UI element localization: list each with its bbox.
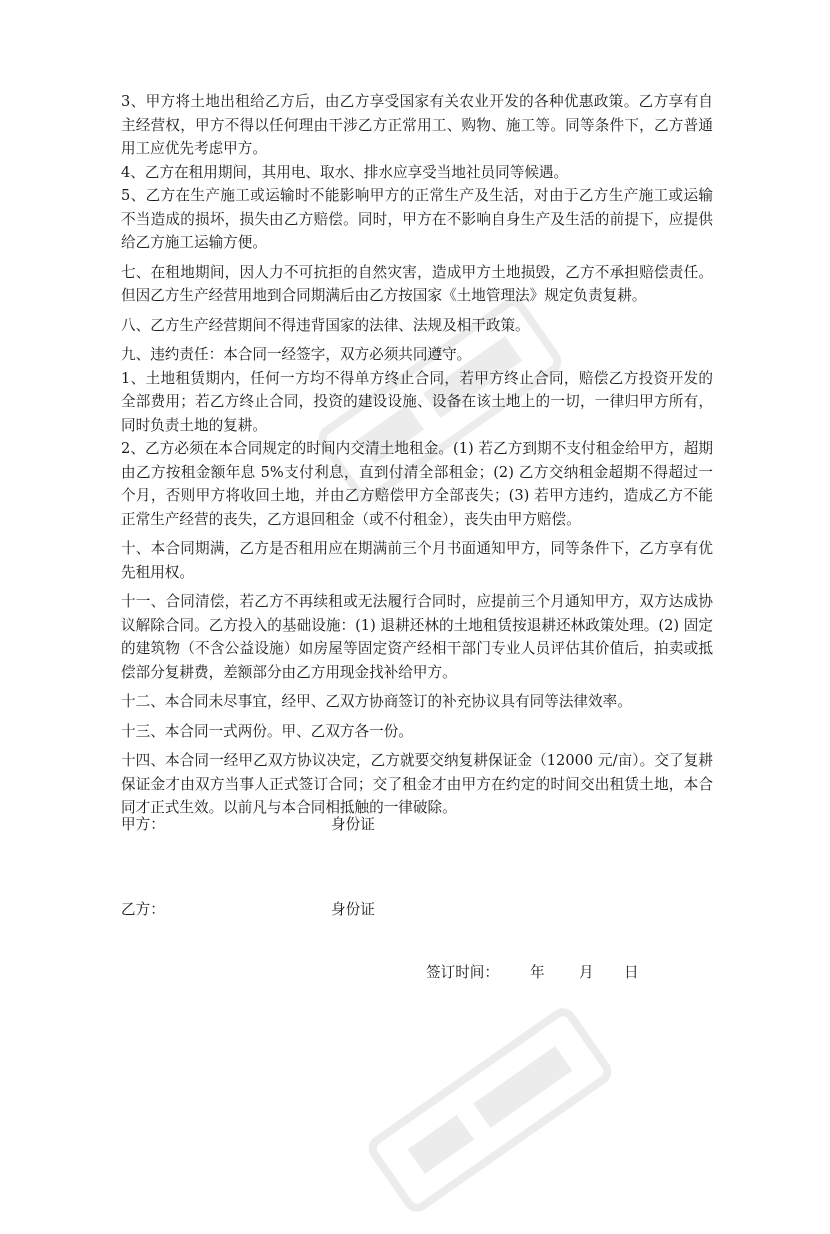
- party-b-id-label: 身份证: [331, 901, 375, 918]
- clause-paragraph: 3、甲方将土地出租给乙方后，由乙方享受国家有关农业开发的各种优惠政策。乙方享有自主经营权，甲方不得以任何理由干涉乙方正常用工、购物、施工等。同等条件下，乙方普通用工应优先考虑甲方。: [121, 93, 713, 157]
- clause-paragraph: 七、在租地期间，因人力不可抗拒的自然灾害，造成甲方土地损毁，乙方不承担赔偿责任。但因乙方生产经营用地到合同期满后由乙方按国家《土地管理法》规定负责复耕。: [121, 263, 713, 304]
- signing-date-label: 签订时间：: [426, 964, 499, 981]
- clause-paragraph: 十四、本合同一经甲乙双方协议决定，乙方就要交纳复耕保证金（12000 元/亩）。交了复耕保证金才由双方当事人正式签订合同；交了租金才由甲方在约定的时间交出租赁土地，本合同才正式生效。以前凡与本合同相抵触的一律破除。: [121, 752, 713, 816]
- date-year-label: 年: [530, 964, 545, 981]
- date-month-label: 月: [579, 964, 594, 981]
- party-a-id-label: 身份证: [331, 816, 375, 833]
- clause-paragraph: 十二、本合同未尽事宜，经甲、乙双方协商签订的补充协议具有同等法律效率。: [121, 693, 632, 710]
- party-a-label: 甲方：: [121, 816, 165, 833]
- clause-paragraph: 1、土地租赁期内，任何一方均不得单方终止合同，若甲方终止合同，赔偿乙方投资开发的全部费用；若乙方终止合同，投资的建设设施、设备在该土地上的一切，一律归甲方所有，同时负责土地的复耕。: [121, 369, 713, 434]
- clause-paragraph: 2、乙方必须在本合同规定的时间内交清土地租金。(1) 若乙方到期不支付租金给甲方，超期由乙方按租金额年息 5%支付利息，直到付清全部租金；(2) 乙方交纳租金超期不得超过一个月，否则甲方将收回土地，并由乙方赔偿甲方全部丧失；(3) 若甲方违约，造成乙方不能正常生产经营的丧失，乙方退回租金（或不付租金），丧失由甲方赔偿。: [121, 440, 713, 528]
- date-day-label: 日: [624, 964, 639, 981]
- party-b-label: 乙方：: [121, 901, 165, 918]
- contract-body: [121, 90, 713, 826]
- clause-paragraph: 九、违约责任：本合同一经签字，双方必须共同遵守。: [121, 346, 472, 363]
- clause-paragraph: 十一、合同清偿，若乙方不再续租或无法履行合同时，应提前三个月通知甲方，双方达成协议解除合同。乙方投入的基础设施：(1) 退耕还林的土地租赁按退耕还林政策处理。(2) 固定的建筑物（不含公益设施）如房屋等固定资产经相干部门专业人员评估其价值后，拍卖或抵偿部分复耕费，差额部分由乙方用现金找补给甲方。: [121, 593, 713, 681]
- clause-paragraph: 4、乙方在租用期间，其用电、取水、排水应享受当地社员同等候遇。: [121, 163, 569, 181]
- clause-paragraph: 5、乙方在生产施工或运输时不能影响甲方的正常生产及生活，对由于乙方生产施工或运输不当造成的损坏，损失由乙方赔偿。同时，甲方在不影响自身生产及生活的前提下，应提供给乙方施工运输方便。: [121, 187, 713, 251]
- clause-paragraph: 十三、本合同一式两份。甲、乙双方各一份。: [121, 722, 413, 740]
- watermark-icon: [349, 986, 631, 1233]
- clause-paragraph: 十、本合同期满，乙方是否租用应在期满前三个月书面通知甲方，同等条件下，乙方享有优先租用权。: [121, 540, 713, 581]
- clause-paragraph: 八、乙方生产经营期间不得违背国家的法律、法规及相干政策。: [121, 316, 530, 334]
